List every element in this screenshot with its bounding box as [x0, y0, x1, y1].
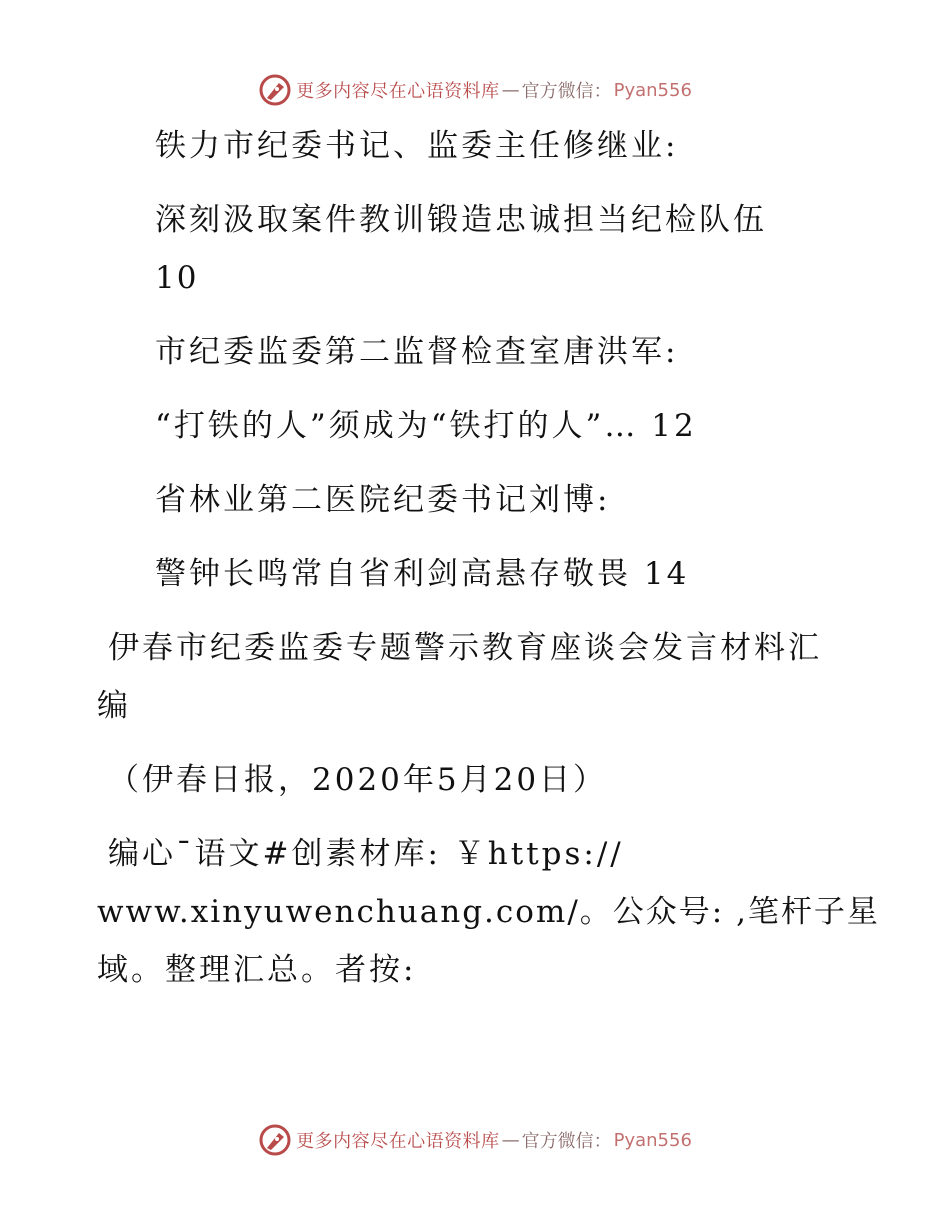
toc-item-page: 10 [155, 260, 199, 296]
note-line: 域。整理汇总。者按: [97, 952, 417, 988]
note-line: www.xinyuwenchuang.com/。公众号: ,笔杆子星 [97, 894, 880, 930]
banner-text: 更多内容尽在心语资料库 [296, 1131, 500, 1152]
banner-wechat-label: 官方微信： [521, 1131, 612, 1152]
banner-dash: — [501, 79, 520, 101]
document-title-continued: 编 [97, 688, 131, 724]
toc-item-author: 铁力市纪委书记、监委主任修继业: [155, 128, 679, 164]
fountain-pen-nib-icon [258, 1123, 292, 1157]
fountain-pen-nib-icon [258, 73, 292, 107]
banner-wechat-label: 官方微信： [521, 81, 612, 102]
toc-item-author: 省林业第二医院纪委书记刘博: [155, 482, 611, 518]
source-line: （伊春日报，2020年5月20日） [108, 762, 608, 798]
banner-wechat-id: Pyan556 [613, 1129, 692, 1151]
toc-item-title: “打铁的人”须成为“铁打的人”… 12 [155, 408, 697, 444]
toc-item-author: 市纪委监委第二监督检查室唐洪军: [155, 334, 679, 370]
toc-item-title: 警钟长鸣常自省利剑高悬存敬畏 14 [155, 556, 690, 592]
banner-dash: — [501, 1129, 520, 1151]
note-line: 编心¯语文#创素材库: ￥https:// [108, 836, 624, 872]
document-title: 伊春市纪委监委专题警示教育座谈会发言材料汇 [108, 630, 822, 666]
banner-wechat-id: Pyan556 [613, 79, 692, 101]
header-watermark-banner [0, 72, 950, 108]
toc-item-title: 深刻汲取案件教训锻造忠诚担当纪检队伍 [155, 202, 767, 238]
banner-text: 更多内容尽在心语资料库 [296, 81, 500, 102]
footer-watermark-banner [0, 1122, 950, 1158]
